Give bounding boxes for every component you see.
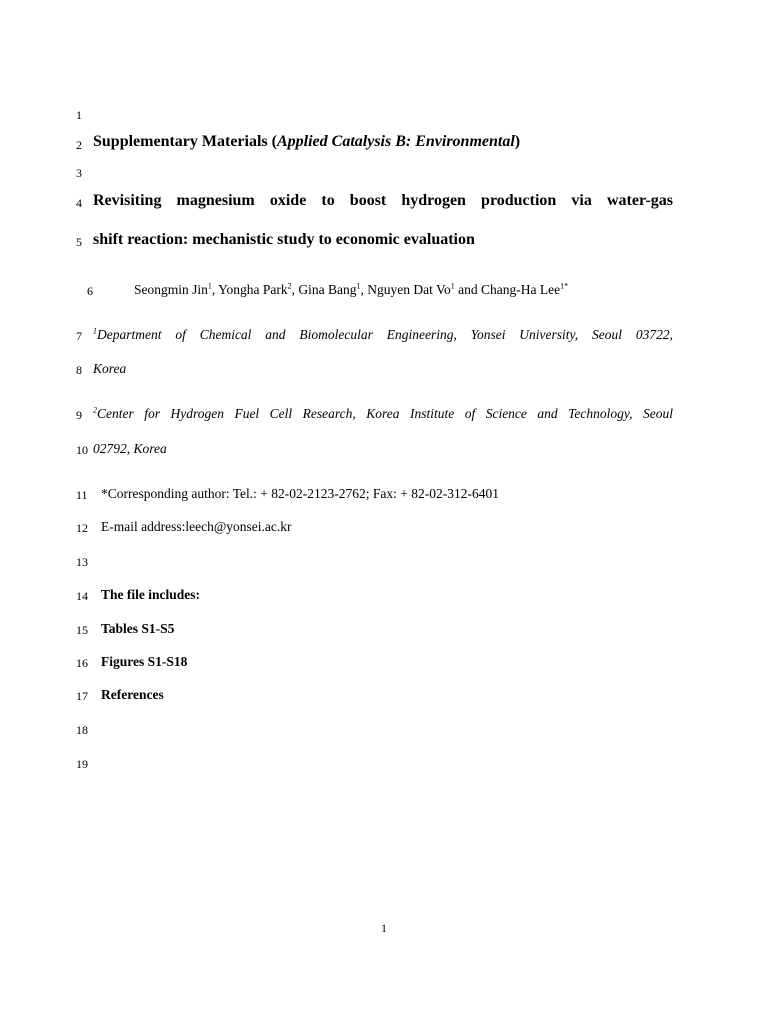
author-affiliation-mark: 1 [356, 281, 361, 291]
author-separator: , [211, 282, 219, 297]
line-number: 13 [76, 555, 88, 569]
author-name: Nguyen Dat Vo [367, 282, 451, 297]
tables-item: Tables S1-S5 [101, 621, 175, 636]
email-address: E-mail address:leech@yonsei.ac.kr [101, 519, 292, 534]
author-affiliation-mark: 2 [287, 281, 292, 291]
author-separator: , [291, 282, 299, 297]
line-number: 19 [76, 757, 88, 771]
file-includes-heading: The file includes: [101, 587, 201, 602]
affiliation-text: Department of Chemical and Biomolecular Engineering, Yonsei University, Seoul 03722, [97, 327, 673, 342]
line-number: 7 [76, 329, 82, 343]
line-number: 3 [76, 166, 82, 180]
line-number: 16 [76, 656, 88, 670]
author-affiliation-mark: 1* [560, 281, 569, 291]
line-number: 10 [76, 443, 88, 457]
line-number: 17 [76, 689, 88, 703]
author-separator: and [454, 282, 482, 297]
paper-title-line-1: Revisiting magnesium oxide to boost hydrogen production via water-gas [93, 192, 673, 209]
corresponding-author: *Corresponding author: Tel.: + 82-02-2123-2762; Fax: + 82-02-312-6401 [101, 486, 499, 501]
page-number: 1 [381, 921, 387, 935]
author-separator: , [360, 282, 368, 297]
author-name: Seongmin Jin [134, 282, 208, 297]
line-number: 14 [76, 589, 88, 603]
line-number: 6 [87, 284, 93, 298]
figures-item: Figures S1-S18 [101, 654, 188, 669]
affiliation-text: Center for Hydrogen Fuel Cell Research, Korea Institute of Science and Technology, Seoul [97, 406, 673, 421]
line-number: 12 [76, 521, 88, 535]
affiliation-mark: 2 [93, 405, 97, 415]
supplementary-heading [93, 133, 520, 151]
line-number: 9 [76, 408, 82, 422]
line-number: 4 [76, 196, 82, 210]
author-name: Chang-Ha Lee [481, 282, 561, 297]
references-item: References [101, 687, 164, 702]
author-affiliation-mark: 1 [450, 281, 455, 291]
line-number: 18 [76, 723, 88, 737]
affiliation-1-line-1 [93, 327, 673, 343]
affiliation-1-line-2: Korea [93, 361, 127, 376]
heading-prefix: Supplementary Materials ( [93, 133, 277, 150]
line-number: 5 [76, 235, 82, 249]
affiliation-2-line-1 [93, 406, 673, 422]
line-number: 2 [76, 138, 82, 152]
author-name: Gina Bang [298, 282, 357, 297]
line-number: 8 [76, 363, 82, 377]
affiliation-2-line-2: 02792, Korea [93, 441, 167, 456]
author-name: Yongha Park [218, 282, 288, 297]
line-number: 15 [76, 623, 88, 637]
line-number: 1 [76, 108, 82, 122]
affiliation-mark: 1 [93, 326, 97, 336]
line-number: 11 [76, 488, 88, 502]
paper-title-line-2: shift reaction: mechanistic study to economic evaluation [93, 231, 475, 248]
author-list [134, 282, 568, 298]
author-affiliation-mark: 1 [207, 281, 212, 291]
journal-name: Applied Catalysis B: Environmental [276, 133, 515, 150]
heading-suffix: ) [514, 133, 521, 150]
